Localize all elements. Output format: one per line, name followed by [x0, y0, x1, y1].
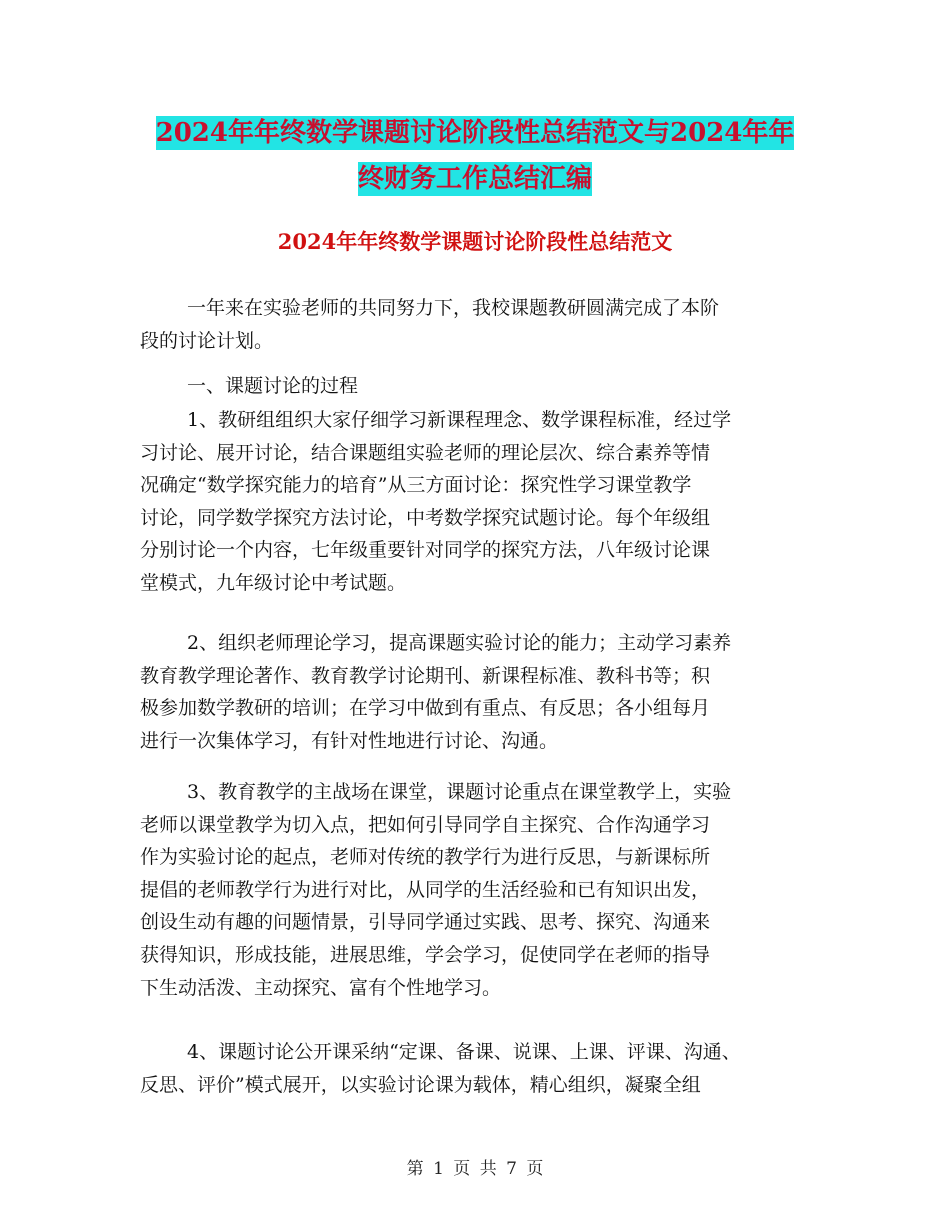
text-line: 反思、评价”模式展开，以实验讨论课为载体，精心组织，凝聚全组 [140, 1073, 701, 1096]
text-line: 一、课题讨论的过程 [187, 375, 359, 397]
text-line: 堂模式，九年级讨论中考试题。 [140, 571, 407, 594]
body-paragraph-5 [140, 1036, 820, 1101]
text-line: 下生动活泼、主动探究、富有个性地学习。 [140, 976, 502, 999]
text-line: 3、教育教学的主战场在课堂，课题讨论重点在课堂教学上，实验 [187, 781, 732, 803]
section-title: 2024年年终数学课题讨论阶段性总结范文 [277, 229, 673, 254]
text-line: 获得知识，形成技能，进展思维，学会学习，促使同学在老师的指导 [140, 943, 711, 966]
text-line: 进行一次集体学习，有针对性地进行讨论、沟通。 [140, 729, 559, 752]
text-line: 教育教学理论著作、教育教学讨论期刊、新课程标准、教科书等；积 [140, 664, 711, 687]
body-heading-1 [140, 370, 820, 403]
text-line: 2、组织老师理论学习，提高课题实验讨论的能力；主动学习素养 [187, 632, 732, 654]
text-line: 作为实验讨论的起点，老师对传统的教学行为进行反思，与新课标所 [140, 846, 711, 869]
title-line-2: 终财务工作总结汇编 [357, 164, 592, 194]
text-line: 提倡的老师教学行为进行对比，从同学的生活经验和已有知识出发， [140, 878, 711, 901]
text-line: 讨论，同学数学探究方法讨论，中考数学探究试题讨论。每个年级组 [140, 506, 711, 529]
text-line: 况确定“数学探究能力的培育”从三方面讨论：探究性学习课堂教学 [140, 474, 692, 497]
text-line: 段的讨论计划。 [140, 329, 274, 352]
body-paragraph-4 [140, 776, 820, 1004]
body-paragraph-3 [140, 627, 820, 757]
text-line: 分别讨论一个内容，七年级重要针对同学的探究方法，八年级讨论课 [140, 539, 711, 562]
text-line: 1、教研组组织大家仔细学习新课程理念、数学课程标准，经过学 [187, 409, 732, 431]
text-line: 一年来在实验老师的共同努力下，我校课题教研圆满完成了本阶 [187, 297, 720, 319]
text-line: 习讨论、展开讨论，结合课题组实验老师的理论层次、综合素养等情 [140, 441, 711, 464]
body-paragraph-1 [140, 292, 820, 357]
title-line-1: 2024年年终数学课题讨论阶段性总结范文与2024年年 [155, 118, 795, 148]
text-line: 老师以课堂教学为切入点，把如何引导同学自主探究、合作沟通学习 [140, 813, 711, 836]
page-footer: 第 1 页 共 7 页 [406, 1159, 544, 1179]
body-paragraph-2 [140, 404, 820, 600]
text-line: 极参加数学教研的培训；在学习中做到有重点、有反思；各小组每月 [140, 697, 711, 720]
text-line: 创设生动有趣的问题情景，引导同学通过实践、思考、探究、沟通来 [140, 911, 711, 934]
text-line: 4、课题讨论公开课采纳“定课、备课、说课、上课、评课、沟通、 [187, 1041, 741, 1063]
